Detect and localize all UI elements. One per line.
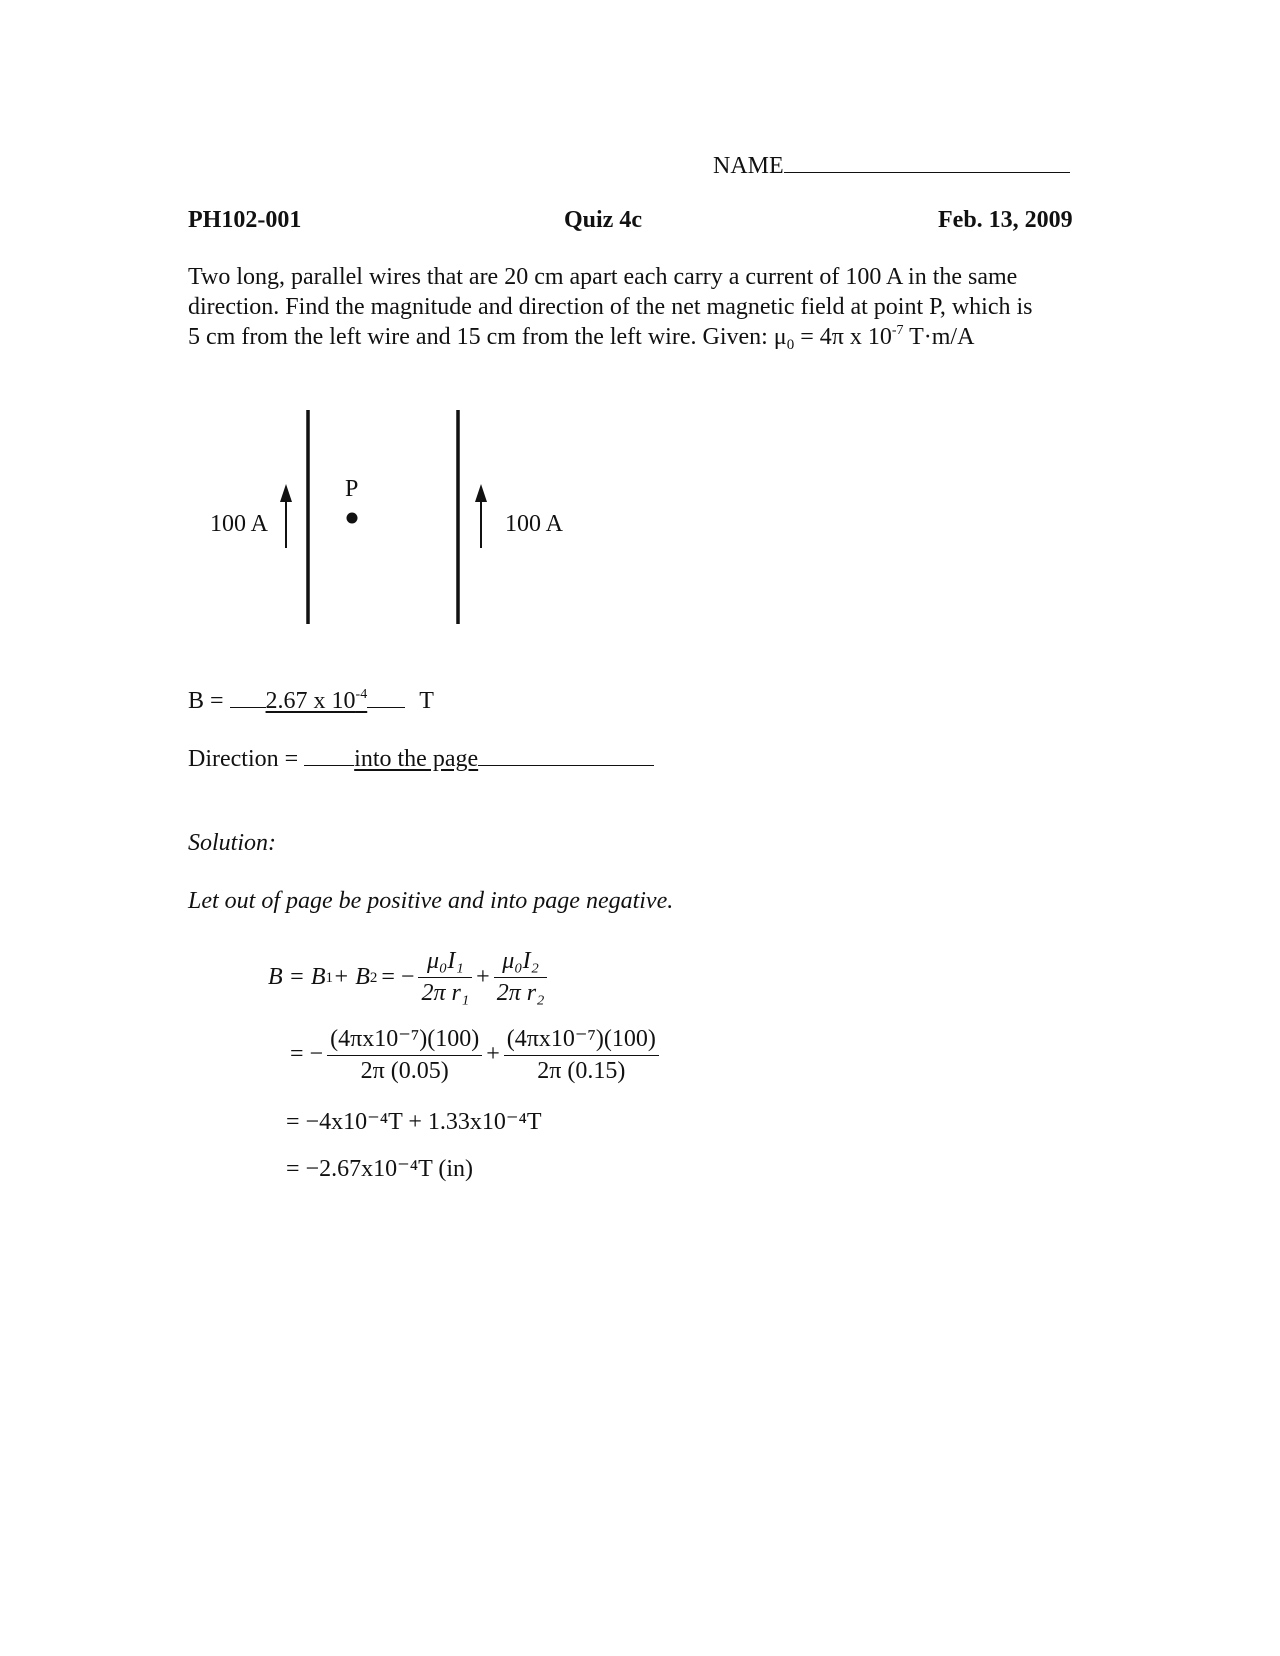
- b-value[interactable]: 2.67 x $10^{-4}$: [265, 687, 368, 714]
- quiz-title: Quiz 4c: [564, 207, 642, 233]
- right-current-label: 100 A: [505, 511, 564, 537]
- fraction-substituted-2: $\frac{\text{(4πx10⁻⁷)(100)}}{2\pi (0.15)}$: [504, 1024, 659, 1085]
- direction-label: Direction =: [188, 746, 305, 772]
- sign-convention: Let out of page be positive and into page negative.: [188, 888, 674, 914]
- name-label: NAME: [713, 153, 784, 179]
- fraction-b2: $\frac{\text{μ₀I₂}}{\text{2π r₂}}$: [494, 948, 548, 1007]
- course-code: PH102-001: [188, 207, 302, 233]
- equation-3: = −4x10⁻⁴T + 1.33x10⁻⁴T: [286, 1109, 542, 1135]
- left-arrowhead: [280, 484, 292, 502]
- equation-1: B = B 1 + B 2 = − $\frac{\text{μ₀I₁}}{\text{2π r₁}}$ + $\frac{\text{μ₀I₂}}{\text{2π r₂}}$: [268, 948, 547, 1007]
- fraction-b1: $\frac{\text{μ₀I₁}}{\text{2π r₁}}$: [418, 948, 472, 1007]
- equation-4: = −2.67x10⁻⁴T (in): [286, 1156, 473, 1182]
- problem-line-3: 5 cm from the left wire and 15 cm from the left wire. Given: $\mu_0 = 4\pi$ x $10^{-7}$ T·m/A: [188, 323, 975, 353]
- b-unit: T: [419, 688, 434, 714]
- left-current-label: 100 A: [210, 511, 269, 537]
- quiz-date: Feb. 13, 2009: [938, 207, 1073, 233]
- problem-line-2: direction. Find the magnitude and direction of the net magnetic field at point P, which is: [188, 294, 1033, 320]
- point-p-label: P: [345, 476, 359, 502]
- problem-line-1: Two long, parallel wires that are 20 cm apart each carry a current of 100 A in the same: [188, 264, 1018, 290]
- right-arrowhead: [475, 484, 487, 502]
- direction-value[interactable]: into the page: [354, 746, 479, 772]
- fraction-substituted-1: $\frac{\text{(4πx10⁻⁷)(100)}}{2\pi (0.05)}$: [327, 1024, 482, 1085]
- direction-answer-row: [188, 743, 654, 773]
- b-answer-row: [188, 685, 434, 715]
- point-p-dot: [347, 513, 358, 524]
- b-label: B =: [188, 688, 230, 714]
- solution-heading: Solution:: [188, 830, 276, 856]
- equation-2: = − $\frac{\text{(4πx10⁻⁷)(100)}}{2\pi (0.05)}$ + $\frac{\text{(4πx10⁻⁷)(100)}}{2\pi (0.15)}$: [286, 1024, 659, 1085]
